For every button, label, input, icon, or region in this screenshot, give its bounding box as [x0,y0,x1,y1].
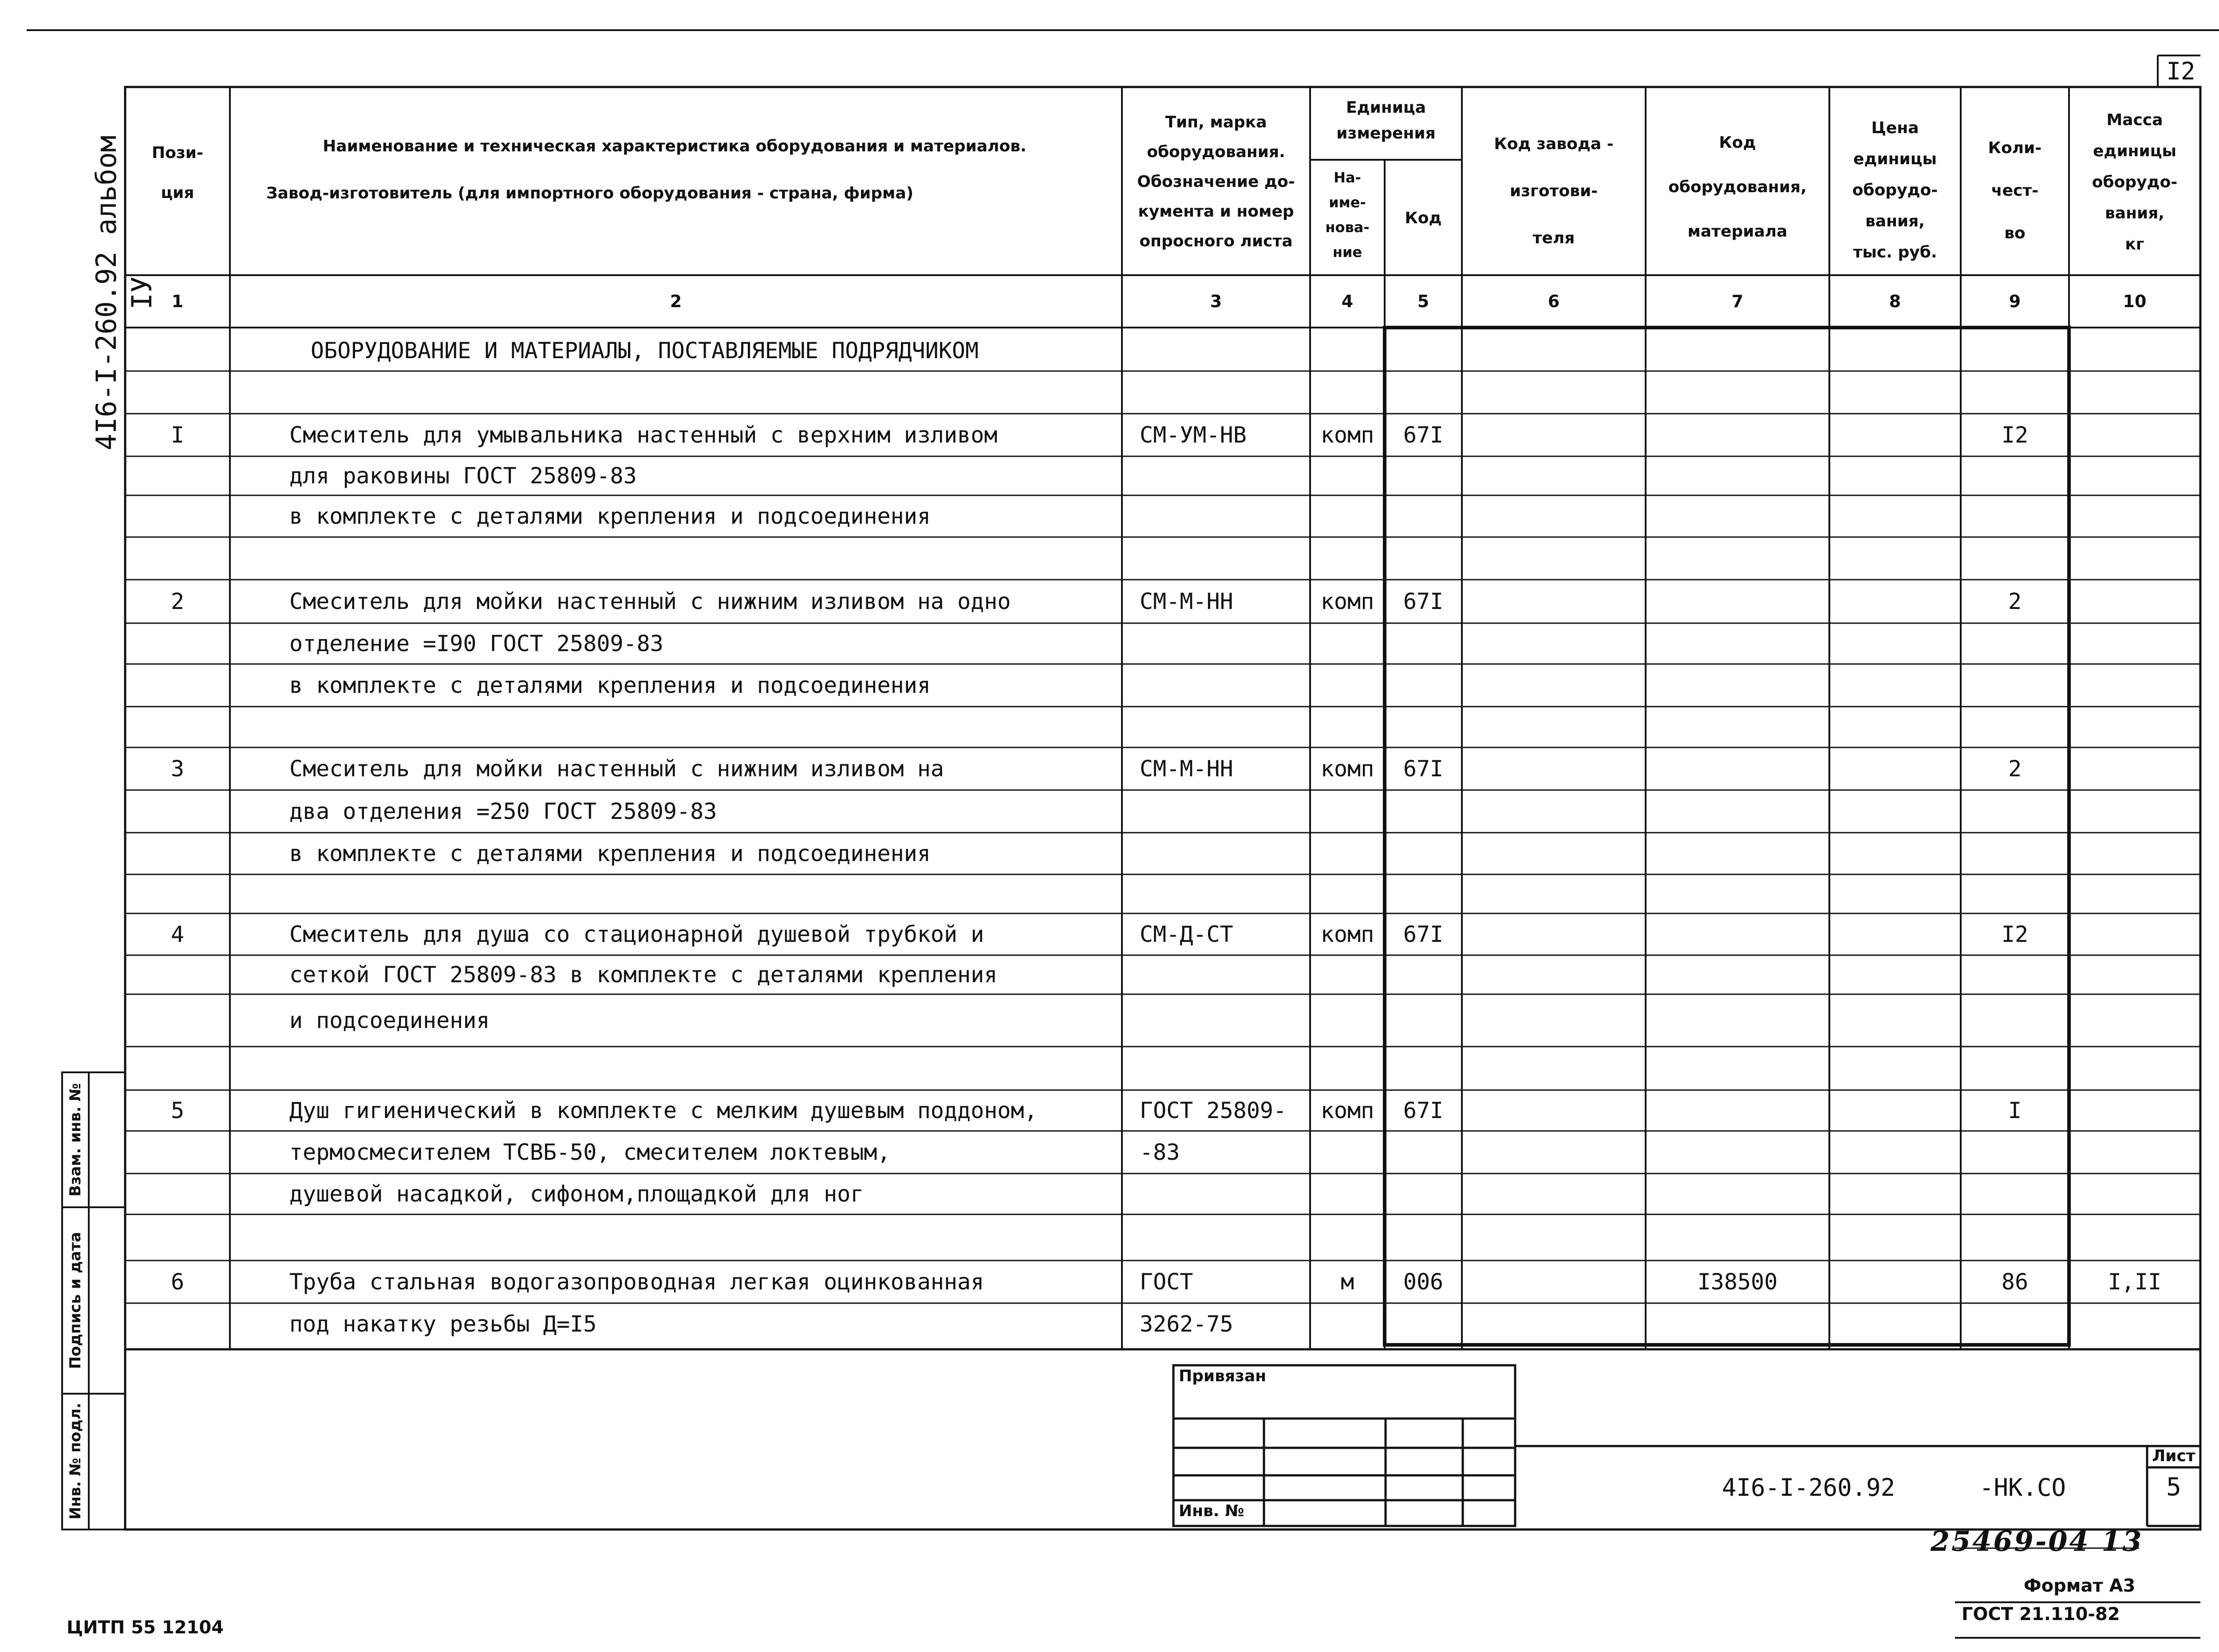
colnum-8: 8 [1889,292,1901,311]
cell-pos: 6 [170,1269,185,1295]
cell-equip [1646,1090,1829,1131]
cell-name [289,537,1122,580]
title-designation: 4I6-I-260.92 [1722,1474,1895,1502]
colnum-2: 2 [670,292,682,311]
cell-mass: I,II [2108,1269,2162,1295]
cell-unit [1310,833,1385,874]
cell-name: термосмесителем ТСВБ-50, смесителем локтевым, [289,1139,891,1165]
cell-price [1829,623,1961,664]
cell-name: Смеситель для умывальника настенный с верхним изливом [289,422,998,448]
cell-pos [125,994,230,1047]
title-privyazan: Привязан [1179,1367,1267,1385]
cell-mass [2069,874,2200,913]
cell-code [1385,707,1462,747]
cell-name: и подсоединения [289,1008,490,1033]
cell-qty [1961,994,2069,1047]
cell-equip [1646,1131,1829,1174]
cell-code [1385,874,1462,913]
cell-type [1140,707,1310,747]
cell-factory [1462,1261,1646,1303]
cell-qty [1961,623,2069,664]
cell-equip [1646,1047,1829,1090]
cell-qty: 86 [2001,1269,2029,1295]
header-name-line2: Завод-изготовитель (для импортного оборудования - страна, фирма) [266,184,914,202]
cell-pos [125,664,230,707]
cell-equip [1646,580,1829,623]
cell-equip [1646,913,1829,955]
header-factory: Код завода - изготови- теля [1494,135,1614,247]
cell-unit [1310,664,1385,707]
title-list-number: 5 [2166,1473,2181,1502]
cell-code [1385,1131,1462,1174]
cell-price [1829,1214,1961,1261]
header-mass: Масса единицы оборудо- вания, кг [2092,111,2178,253]
cell-type [1140,623,1310,664]
cell-code [1385,623,1462,664]
cell-equip [1646,790,1829,833]
title-suffix: -НК.СО [1979,1474,2066,1502]
cell-pos [125,1047,230,1090]
cell-name [289,707,1122,747]
cell-mass [2069,456,2200,495]
cell-equip [1646,955,1829,994]
cell-equip [1646,495,1829,537]
cell-equip [1646,537,1829,580]
cell-unit [1310,1303,1385,1345]
cell-price [1829,495,1961,537]
cell-unit [1310,874,1385,913]
cell-price [1829,414,1961,456]
cell-equip [1646,414,1829,456]
stamp-inv-podl: Инв. № подл. [67,1403,84,1520]
header-name-line1: Наименование и техническая характеристика оборудования и материалов. [323,137,1027,155]
cell-pos [125,874,230,913]
cell-price [1829,1261,1961,1303]
cell-factory [1462,1174,1646,1214]
cell-name: два отделения =250 ГОСТ 25809-83 [289,798,717,824]
cell-code [1385,955,1462,994]
cell-qty [1961,664,2069,707]
cell-code [1385,495,1462,537]
cell-type: -83 [1140,1139,1180,1165]
cell-unit: комп [1320,589,1374,614]
cell-code [1385,1174,1462,1214]
cell-name [289,1047,1122,1090]
cell-type [1140,1214,1310,1261]
cell-code: 67I [1403,422,1444,448]
cell-code: 67I [1403,921,1444,947]
cell-qty [1961,1131,2069,1174]
cell-name: в комплекте с деталями крепления и подсоединения [289,672,931,698]
cell-qty [1961,1214,2069,1261]
stamp-podpis-data: Подпись и дата [67,1232,84,1369]
cell-type [1140,537,1310,580]
cell-name: сеткой ГОСТ 25809-83 в комплекте с деталями крепления [289,962,998,988]
cell-equip [1646,623,1829,664]
colnum-1: 1 [171,292,184,311]
cell-factory [1462,1090,1646,1131]
cell-factory [1462,1047,1646,1090]
cell-name: Труба стальная водогазопроводная легкая оцинкованная [289,1269,984,1295]
cell-type: СМ-М-НН [1140,589,1233,614]
cell-name: Смеситель для мойки настенный с нижним изливом на [289,756,944,782]
cell-type: СМ-М-НН [1140,756,1233,782]
cell-mass [2069,1047,2200,1090]
format-label: Формат А3 [2024,1576,2136,1596]
cell-name: Душ гигиенический в комплекте с мелким душевым поддоном, [289,1098,1038,1123]
cell-code [1385,1303,1462,1345]
cell-type [1140,1174,1310,1214]
cell-mass [2069,955,2200,994]
cell-type: СМ-Д-СТ [1140,921,1233,947]
cell-equip [1646,1214,1829,1261]
cell-qty [1961,833,2069,874]
cell-type: СМ-УМ-НВ [1140,422,1247,448]
cell-factory [1462,955,1646,994]
cell-price [1829,707,1961,747]
cell-unit [1310,537,1385,580]
cell-equip [1646,874,1829,913]
column-numbers [0,275,2219,328]
cell-price [1829,1303,1961,1345]
colnum-5: 5 [1417,292,1429,311]
cell-unit: комп [1320,422,1374,448]
cell-qty [1961,790,2069,833]
cell-equip [1646,664,1829,707]
header-unit-code: Код [1405,209,1442,227]
colnum-9: 9 [2009,292,2021,311]
cell-factory [1462,790,1646,833]
cell-pos [125,537,230,580]
cell-price [1829,580,1961,623]
cell-pos [125,623,230,664]
cell-unit: комп [1320,921,1374,947]
header-unit-name: На- име- нова- ние [1325,169,1370,261]
cell-factory [1462,1214,1646,1261]
cell-code [1385,790,1462,833]
cell-type [1140,664,1310,707]
cell-pos [125,1303,230,1345]
cell-price [1829,1090,1961,1131]
header-pos: Пози- ция [152,144,203,202]
cell-factory [1462,664,1646,707]
cell-price [1829,994,1961,1047]
cell-name [289,874,1122,913]
cell-qty: I [2008,1098,2022,1123]
cell-factory [1462,747,1646,790]
cell-mass [2069,623,2200,664]
header-equip-code: Код оборудования, материала [1668,134,1807,241]
cell-type: 3262-75 [1140,1311,1233,1337]
cell-code: 67I [1403,1098,1444,1123]
cell-pos [125,1174,230,1214]
colnum-7: 7 [1731,292,1744,311]
cell-qty [1961,1174,2069,1214]
cell-price [1829,537,1961,580]
cell-qty [1961,1047,2069,1090]
cell-mass [2069,1090,2200,1131]
colnum-10: 10 [2123,292,2147,311]
cell-factory [1462,913,1646,955]
cell-unit [1310,790,1385,833]
cell-code: 006 [1403,1269,1444,1295]
handwritten-code: 25469-04 13 [1931,1525,2144,1557]
cell-pos [125,1131,230,1174]
cell-name: в комплекте с деталями крепления и подсоединения [289,503,931,529]
cell-mass [2069,1303,2200,1345]
cell-price [1829,1131,1961,1174]
cell-factory [1462,994,1646,1047]
cell-price [1829,833,1961,874]
cell-price [1829,1174,1961,1214]
cell-mass [2069,537,2200,580]
cell-name: для раковины ГОСТ 25809-83 [289,463,637,489]
cell-unit [1310,1174,1385,1214]
cell-price [1829,874,1961,913]
cell-qty [1961,874,2069,913]
cell-code [1385,1214,1462,1261]
cell-factory [1462,623,1646,664]
cell-unit: комп [1320,756,1374,782]
cell-qty [1961,495,2069,537]
header-qty: Коли- чест- во [1988,139,2042,242]
cell-type [1140,1047,1310,1090]
cell-price [1829,456,1961,495]
title-inv-no: Инв. № [1179,1502,1244,1520]
cell-qty [1961,1303,2069,1345]
cell-mass [2069,1174,2200,1214]
cell-factory [1462,537,1646,580]
cell-unit: комп [1320,1098,1374,1123]
cell-equip [1646,833,1829,874]
cell-qty: I2 [2001,422,2029,448]
cell-code: 67I [1403,756,1444,782]
cell-mass [2069,707,2200,747]
cell-type: ГОСТ [1140,1269,1193,1295]
cell-unit [1310,495,1385,537]
cell-equip [1646,707,1829,747]
header-unit-group: Единица измерения [1336,99,1436,142]
cell-factory [1462,1131,1646,1174]
cell-mass [2069,994,2200,1047]
cell-unit: м [1340,1269,1354,1295]
cell-name: Смеситель для душа со стационарной душевой трубкой и [289,921,984,947]
cell-type [1140,495,1310,537]
cell-price [1829,1047,1961,1090]
cell-pos [125,790,230,833]
cell-pos [125,456,230,495]
cell-type [1140,874,1310,913]
cell-pos: 3 [170,756,185,782]
cell-equip: I38500 [1697,1269,1778,1295]
cell-name: отделение =I90 ГОСТ 25809-83 [289,631,663,656]
gost-label: ГОСТ 21.110-82 [1962,1604,2120,1624]
cell-code [1385,994,1462,1047]
cell-qty [1961,537,2069,580]
cell-type [1140,790,1310,833]
section-title: ОБОРУДОВАНИЕ И МАТЕРИАЛЫ, ПОСТАВЛЯЕМЫЕ ПОДРЯДЧИКОМ [311,338,979,364]
stamp-vzam-inv: Взам. инв. № [67,1083,84,1197]
colnum-6: 6 [1548,292,1560,311]
cell-pos [125,707,230,747]
cell-pos [125,1214,230,1261]
cell-mass [2069,913,2200,955]
cell-name: душевой насадкой, сифоном,площадкой для ног [289,1181,864,1207]
cell-unit [1310,1047,1385,1090]
cell-mass [2069,790,2200,833]
cell-unit [1310,1214,1385,1261]
cell-name: под накатку резьбы Д=I5 [289,1311,597,1337]
cell-factory [1462,707,1646,747]
cell-qty: I2 [2001,921,2029,947]
cell-code [1385,456,1462,495]
cell-mass [2069,833,2200,874]
cell-qty [1961,707,2069,747]
cell-factory [1462,1303,1646,1345]
cell-type [1140,456,1310,495]
cell-factory [1462,580,1646,623]
cell-equip [1646,1174,1829,1214]
cell-code [1385,664,1462,707]
cell-price [1829,664,1961,707]
cell-factory [1462,495,1646,537]
cell-pos [125,833,230,874]
cell-unit [1310,1131,1385,1174]
cell-pos: 2 [170,589,185,614]
cell-price [1829,913,1961,955]
cell-pos: 5 [170,1098,185,1123]
cell-type [1140,833,1310,874]
cell-mass [2069,747,2200,790]
colnum-4: 4 [1341,292,1354,311]
cell-unit [1310,707,1385,747]
cell-price [1829,790,1961,833]
cell-type: ГОСТ 25809- [1140,1098,1287,1123]
colnum-3: 3 [1210,292,1222,311]
cell-mass [2069,580,2200,623]
cell-equip [1646,994,1829,1047]
cell-factory [1462,414,1646,456]
album-label: 4I6-I-260.92 альбом IУ [90,135,158,451]
cell-type [1140,994,1310,1047]
cell-price [1829,747,1961,790]
header-type: Тип, марка оборудования. Обозначение до- кумента и номер опросного листа [1137,113,1295,250]
cell-qty [1961,955,2069,994]
cell-mass [2069,664,2200,707]
cell-mass [2069,495,2200,537]
cell-pos [125,955,230,994]
cell-pos [125,495,230,537]
citp-label: ЦИТП 55 12104 [67,1617,224,1638]
cell-equip [1646,456,1829,495]
cell-name: в комплекте с деталями крепления и подсоединения [289,841,931,866]
cell-price [1829,955,1961,994]
cell-mass [2069,1131,2200,1174]
cell-pos: I [170,422,185,448]
cell-mass [2069,1214,2200,1261]
cell-qty: 2 [2008,589,2022,614]
cell-qty [1961,456,2069,495]
cell-unit [1310,456,1385,495]
cell-code: 67I [1403,589,1444,614]
cell-unit [1310,955,1385,994]
cell-factory [1462,874,1646,913]
cell-unit [1310,623,1385,664]
cell-type [1140,955,1310,994]
title-list-label: Лист [2152,1447,2195,1465]
corner-sheet-number: I2 [2166,57,2195,85]
cell-code [1385,537,1462,580]
cell-equip [1646,747,1829,790]
cell-qty: 2 [2008,756,2022,782]
cell-factory [1462,456,1646,495]
cell-name: Смеситель для мойки настенный с нижним изливом на одно [289,589,1011,614]
cell-pos: 4 [170,921,185,947]
cell-name [289,1214,1122,1261]
cell-factory [1462,833,1646,874]
cell-code [1385,1047,1462,1090]
header-price: Цена единицы оборудо- вания, тыс. руб. [1852,119,1938,261]
cell-unit [1310,994,1385,1047]
cell-code [1385,833,1462,874]
cell-equip [1646,1303,1829,1345]
cell-mass [2069,414,2200,456]
